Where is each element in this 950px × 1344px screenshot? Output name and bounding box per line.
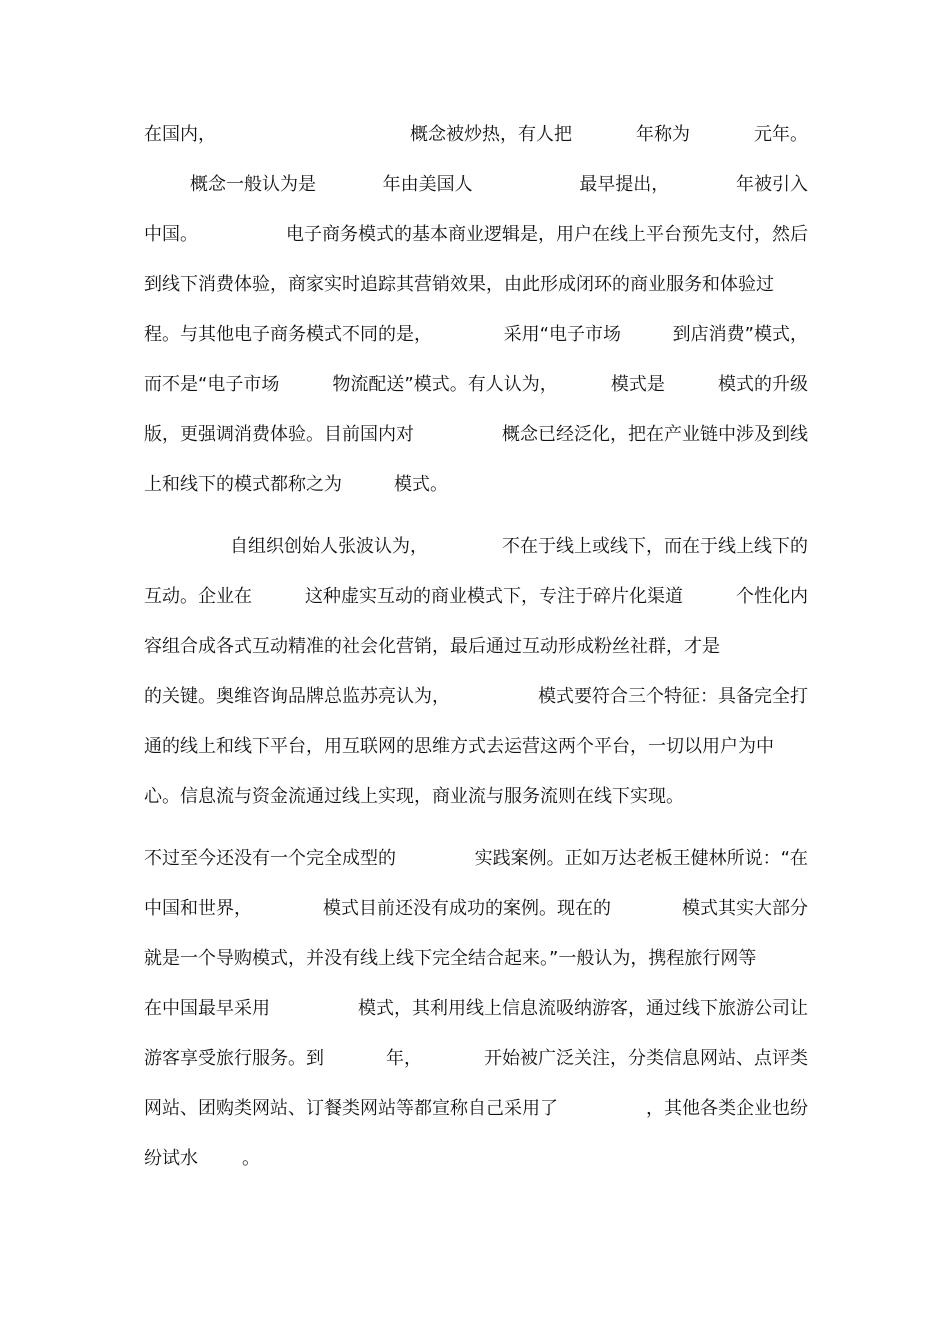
text-segment: 这种虚实互动的商业模式下，专注于碎片化渠道 — [305, 586, 683, 607]
text-segment: 互动。企业在 — [144, 586, 252, 607]
text-segment: 模式，其利用线上信息流吸纳游客，通过线下旅游公司让 — [358, 998, 808, 1019]
text-segment: 通的线上和线下平台，用互联网的思维方式去运营这两个平台，一切以用户为中 — [144, 736, 774, 757]
text-segment: 就是一个导购模式，并没有线上线下完全结合起来。”一般认为，携程旅行网等 — [144, 948, 757, 969]
text-segment: 物流配送”模式。有人认为， — [332, 374, 558, 395]
text-segment: 最早提出， — [579, 174, 670, 195]
text-segment: 电子商务模式的基本商业逻辑是，用户在线上平台预先支付，然后 — [286, 224, 808, 245]
text-segment: 不在于线上或线下，而在于线上线下的 — [502, 536, 808, 557]
text-segment: 网站、团购类网站、订餐类网站等都宣称自己采用了 — [144, 1098, 558, 1119]
paragraph-2-line-3 — [144, 633, 808, 661]
text-segment: 模式目前还没有成功的案例。现在的 — [323, 898, 611, 919]
paragraph-2-line-5 — [144, 733, 808, 761]
text-segment: 到线下消费体验，商家实时追踪其营销效果，由此形成闭环的商业服务和体验过 — [144, 274, 774, 295]
paragraph-2-line-2 — [144, 583, 808, 611]
text-segment: 实践案例。正如万达老板王健林所说：“在 — [474, 848, 808, 869]
text-segment: 开始被广泛关注，分类信息网站、点评类 — [484, 1048, 808, 1069]
text-segment: 年， — [386, 1048, 422, 1069]
text-segment: 个性化内 — [736, 586, 808, 607]
text-segment: 中国。 — [144, 224, 198, 245]
paragraph-3-line-7 — [144, 1145, 808, 1173]
paragraph-1-line-1 — [144, 121, 808, 149]
text-segment: 纷试水 — [144, 1148, 198, 1169]
text-segment: 到店消费”模式， — [672, 324, 808, 345]
text-segment: 的关键。奥维咨询品牌总监苏亮认为， — [144, 686, 450, 707]
text-segment: 模式其实大部分 — [682, 898, 808, 919]
paragraph-3-line-6 — [144, 1095, 808, 1123]
text-segment: 上和线下的模式都称之为 — [144, 474, 342, 495]
text-segment: 模式要符合三个特征：具备完全打 — [538, 686, 808, 707]
paragraph-3-line-5 — [144, 1045, 808, 1073]
paragraph-1-line-2 — [190, 171, 808, 199]
text-segment: 容组合成各式互动精准的社会化营销，最后通过互动形成粉丝社群，才是 — [144, 636, 720, 657]
paragraph-1-line-4 — [144, 271, 808, 299]
text-segment: 中国和世界， — [144, 898, 252, 919]
text-segment: 在中国最早采用 — [144, 998, 270, 1019]
text-segment: 年由美国人 — [382, 174, 473, 195]
text-segment: 心。信息流与资金流通过线上实现，商业流与服务流则在线下实现。 — [144, 786, 684, 807]
text-segment: ，其他各类企业也纷 — [646, 1098, 808, 1119]
text-segment: 概念被炒热，有人把 — [410, 124, 572, 145]
text-segment: 自组织创始人张波认为， — [230, 536, 428, 557]
text-segment: 模式的升级 — [717, 374, 808, 395]
paragraph-3-line-3 — [144, 945, 808, 973]
text-segment: 游客享受旅行服务。到 — [144, 1048, 324, 1069]
text-segment: 年被引入 — [735, 174, 808, 195]
text-segment: 概念已经泛化，把在产业链中涉及到线 — [502, 424, 808, 445]
paragraph-1-line-8 — [144, 471, 808, 499]
paragraph-2-line-4 — [144, 683, 808, 711]
text-segment: 年称为 — [636, 124, 690, 145]
paragraph-3-line-4 — [144, 995, 808, 1023]
text-segment: 元年。 — [754, 124, 808, 145]
text-segment: 概念一般认为是 — [190, 174, 316, 195]
paragraph-1-line-3 — [144, 221, 808, 249]
text-segment: 。 — [242, 1148, 260, 1169]
paragraph-3-line-2 — [144, 895, 808, 923]
paragraph-1-line-6 — [144, 371, 808, 399]
text-segment: 在国内， — [144, 124, 216, 145]
text-segment: 版，更强调消费体验。目前国内对 — [144, 424, 414, 445]
text-segment: 模式。 — [394, 474, 448, 495]
text-segment: 程。与其他电子商务模式不同的是， — [144, 324, 432, 345]
text-segment: 模式是 — [610, 374, 665, 395]
text-segment: 不过至今还没有一个完全成型的 — [144, 848, 396, 869]
text-segment: 而不是“电子市场 — [144, 374, 280, 395]
paragraph-2-line-1 — [230, 533, 808, 561]
paragraph-1-line-7 — [144, 421, 808, 449]
text-segment: 采用“电子市场 — [503, 324, 621, 345]
paragraph-2-line-6 — [144, 783, 808, 811]
paragraph-3-line-1 — [144, 845, 808, 873]
paragraph-1-line-5 — [144, 321, 808, 349]
